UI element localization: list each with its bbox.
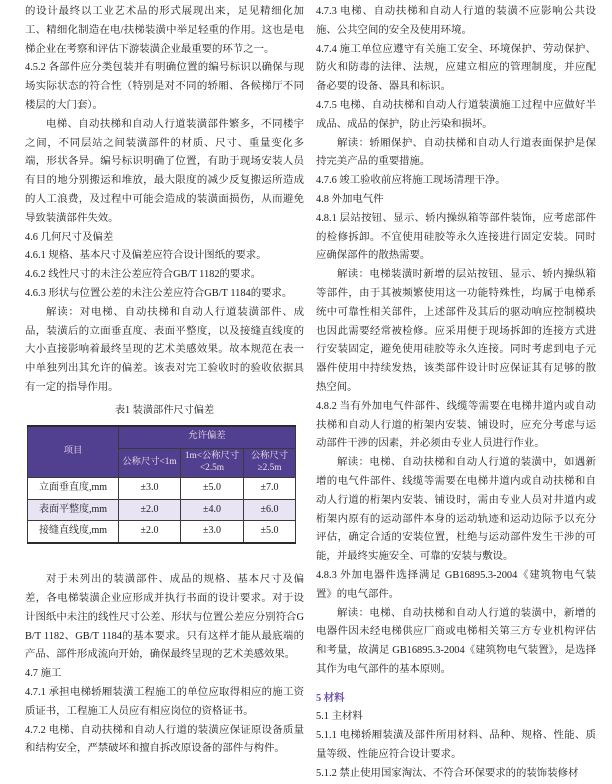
table-subheader-size-range-2: 1m<公称尺寸<2.5m [181, 448, 244, 477]
clause-paragraph: 4.6.3 形状与位置公差的未注公差应符合GB/T 1184的要求。 [25, 287, 293, 299]
table-header-item: 项目 [28, 426, 119, 478]
clause-paragraph: 4.7.3 电梯、自动扶梯和自动人行道的装潢不应影响公共设施、公共空间的安全及使用环境。 [316, 6, 596, 36]
table-cell-value: ±2.0 [119, 499, 181, 521]
dimension-deviation-table-block [25, 403, 304, 544]
table-row [28, 477, 296, 499]
table-row [28, 499, 296, 521]
body-paragraph: 解读：电梯、自动扶梯和自动人行道的装潢中，如遇新增的电气件部件、线缆等需要在电梯井道内或自动扶梯和自动人行道的桁架内安装、铺设时，需由专业人员对井道内或桁架内原有的运动部件本身的运动轨迹和运动边际予以充分评估，确定合适的安装位置，杜绝与运动部件发生干涉的可能，并最终实施安全、可靠的安装与敷设。 [316, 457, 596, 563]
table-cell-value: ±6.0 [244, 499, 296, 521]
clause-paragraph: 4.6.2 线性尺寸的未注公差应符合GB/T 1182的要求。 [25, 269, 262, 281]
body-paragraph: 解读：电梯装潢时新增的层站按钮、显示、轿内操纵箱等部件，由于其被频繁使用这一功能特殊性，均属于电梯系统中可靠性相关部件，上述部件及其后的驱动响应控制模块也因此需要经常被检修。应采用便于现场拆卸的连接方式进行安装固定，避免使用硅胶等永久连接。同时考虑到电子元器件使用中持续发热，该类部件设计时应保证其有足够的散热空间。 [316, 269, 596, 393]
body-paragraph: 解读：电梯、自动扶梯和自动人行道的装潢中，新增的电器件因未经电梯供应厂商或电梯相关第三方专业机构评估和考量，故满足 GB16895.3-2004《建筑物电气装置》，是选择其作为电气部件的基本原则。 [316, 607, 596, 675]
body-paragraph: 解读：轿厢保护、自动扶梯和自动人行道表面保护是保持完美产品的重要措施。 [316, 137, 596, 168]
clause-paragraph: 4.7.4 施工单位应遵守有关施工安全、环境保护、劳动保护、防火和防毒的法律、法规，应建立相应的管理制度，并应配备必要的设备、器具和标识。 [316, 43, 596, 93]
table-cell-item: 表面平整度,mm [28, 499, 119, 521]
body-paragraph: 对于未列出的装潢部件、成品的规格、基本尺寸及偏差，各电梯装潢企业应形成并执行书面的设计要求。对于设计图纸中未注的线性尺寸公差、形状与位置公差应分别符合GB/T 1182、GB/T 1184的基本要求。只有这样才能从最底端的产品、部件形成流向开始，确保最终呈现的艺术美感效果。 [25, 574, 304, 661]
clause-paragraph: 4.8.3 外加电器件选择满足 GB16895.3-2004《建筑物电气装置》的电气部件。 [316, 569, 596, 600]
clause-paragraph: 4.6.1 规格、基本尺寸及偏差应符合设计图纸的要求。 [25, 250, 267, 262]
clause-paragraph: 4.7.5 电梯、自动扶梯和自动人行道装潢施工过程中应做好半成品、成品的保护，防止污染和损坏。 [316, 99, 596, 130]
clause-paragraph: 4.8.1 层站按钮、显示、轿内操纵箱等部件装饰，应考虑部件的检修拆卸。不宜使用硅胶等永久连接进行固定安装。同时应确保部件的散热需要。 [316, 212, 596, 262]
clause-paragraph: 4.7.6 竣工验收前应将施工现场清理干净。 [316, 175, 506, 187]
clause-paragraph: 4.6 几何尺寸及偏差 [25, 231, 114, 243]
left-column [25, 3, 304, 759]
body-paragraph: 的设计最终以工业艺术品的形式展现出来，足见精细化加工、精细化制造在电/扶梯装潢中举足轻重的作用。这也是电梯企业在考察和评估下游装潢企业最重要的环节之一。 [25, 6, 304, 55]
table-subheader-size-range-1: 公称尺寸<1m [119, 448, 181, 477]
table-cell-value: ±7.0 [244, 477, 296, 499]
clause-paragraph: 5.1 主材料 [316, 711, 363, 723]
table-row [28, 521, 296, 543]
clause-paragraph: 4.5.2 各部件应分类包装并有明确位置的编号标识以确保与现场实际状态的符合性（特别是对不同的轿厢、各候梯厅不同楼层的大门套）。 [25, 62, 304, 111]
clause-paragraph: 4.8 外加电气件 [316, 193, 384, 205]
body-paragraph: 解读：对电梯、自动扶梯和自动人行道装潢部件、成品，装潢后的立面垂直度、表面平整度，以及接缝直线度的大小直接影响着最终呈现的艺术美感效果。故本规范在表一中单独列出其允许的偏差。该表对完工验收时的验收依据具有一定的指导作用。 [25, 306, 304, 393]
clause-paragraph: 5.1.2 禁止使用国家淘汰、不符合环保要求的的装饰装修材 [316, 767, 579, 779]
dimension-deviation-table [27, 425, 296, 544]
clause-paragraph: 5.1.1 电梯轿厢装潢及部件所用材料、品种、规格、性能、质量等级、性能应符合设计要求。 [316, 730, 596, 761]
table-header-allowed-deviation: 允许偏差 [119, 426, 296, 449]
section-heading: 5 材料 [316, 692, 345, 704]
table-cell-value: ±4.0 [181, 499, 244, 521]
table-cell-value: ±3.0 [119, 477, 181, 499]
table-subheader-size-range-3: 公称尺寸≥2.5m [244, 448, 296, 477]
table-cell-value: ±5.0 [244, 521, 296, 543]
clause-paragraph: 4.7 施工 [25, 668, 62, 680]
right-column [316, 3, 596, 784]
table-cell-item: 立面垂直度,mm [28, 477, 119, 499]
body-paragraph: 电梯、自动扶梯和自动人行道装潢部件繁多，不同楼宇之间，不同层站之间装潢部件的材质、尺寸、重量变化多端，形状各异。编号标识明确了位置，有助于现场安装人员有目的地分别搬运和堆放，最大限度的减少反复搬运所造成的人工浪费，及过程中可能会造成的装潢面损伤，从而避免导致装潢部件失效。 [25, 118, 304, 224]
table-cell-value: ±2.0 [119, 521, 181, 543]
table-title: 表1 装潢部件尺寸偏差 [114, 404, 215, 416]
clause-paragraph: 4.7.1 承担电梯轿厢装潢工程施工的单位应取得相应的施工资质证书，工程施工人员应有相应岗位的资格证书。 [25, 686, 304, 717]
clause-paragraph: 4.7.2 电梯、自动扶梯和自动人行道的装潢应保证原设备质量和结构安全，严禁破坏和擅自拆改原设备的部件与构件。 [25, 724, 304, 755]
clause-paragraph: 4.8.2 当有外加电气件部件、线缆等需要在电梯井道内或自动扶梯和自动人行道的桁架内安装、铺设时，应充分考虑与运动部件干涉的因素，并必须由专业人员进行作业。 [316, 400, 596, 450]
table-cell-item: 接缝直线度,mm [28, 521, 119, 543]
table-cell-value: ±3.0 [181, 521, 244, 543]
table-cell-value: ±5.0 [181, 477, 244, 499]
